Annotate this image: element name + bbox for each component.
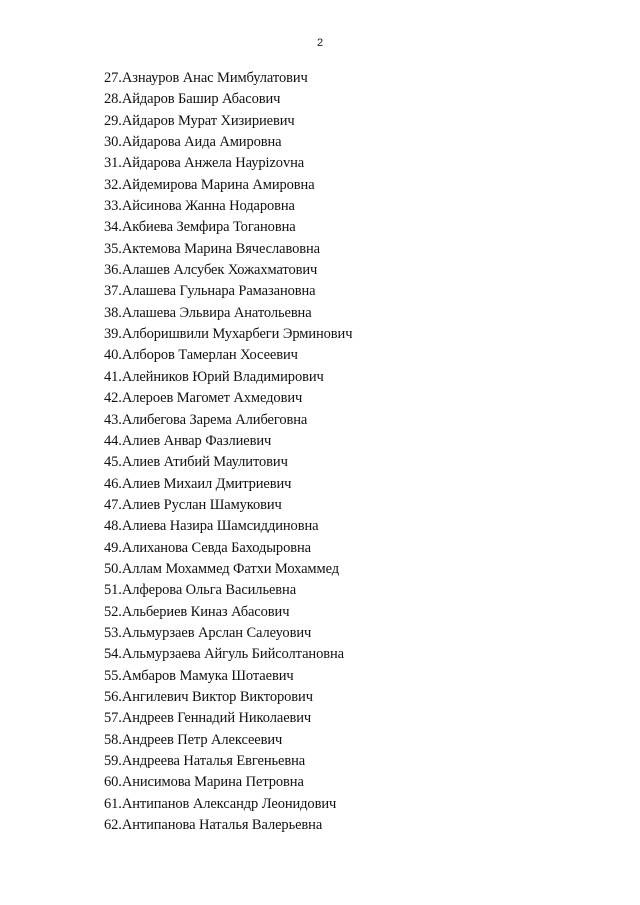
list-item: 49.Алиханова Севда Баходыровна <box>104 539 311 556</box>
list-item: 35.Актемова Марина Вячеславовна <box>104 240 321 257</box>
list-item: 56.Ангилевич Виктор Викторович <box>104 688 313 705</box>
list-item: 45.Алиев Атибий Маулитович <box>104 454 288 471</box>
list-item: 36.Алашев Алсубек Хожахматович <box>104 262 318 279</box>
name-list <box>104 68 352 836</box>
list-item: 40.Алборов Тамерлан Хосеевич <box>104 347 298 364</box>
list-item: 37.Алашева Гульнара Рамазановна <box>104 283 316 300</box>
list-item: 28.Айдаров Башир Абасович <box>104 91 281 108</box>
list-item: 42.Алероев Магомет Ахмедович <box>104 390 303 407</box>
list-item: 51.Алферова Ольга Васильевна <box>104 582 297 599</box>
list-item: 55.Амбаров Мамука Шотаевич <box>104 667 294 684</box>
list-item: 50.Аллам Мохаммед Фатхи Мохаммед <box>104 560 339 577</box>
list-item: 43.Алибегова Зарема Алибеговна <box>104 411 308 428</box>
list-item: 59.Андреева Наталья Евгеньевна <box>104 753 306 769</box>
list-item: 41.Алейников Юрий Владимирович <box>104 368 324 385</box>
list-item: 46.Алиев Михаил Дмитриевич <box>104 475 292 492</box>
list-item: 60.Анисимова Марина Петровна <box>104 774 304 791</box>
list-item: 57.Андреев Геннадий Николаевич <box>104 710 312 727</box>
list-item: 52.Альбериев Киназ Абасович <box>104 603 290 620</box>
list-item: 53.Альмурзаев Арслан Салеуович <box>104 624 312 641</box>
list-item: 32.Айдемирова Марина Амировна <box>104 176 315 193</box>
list-item: 27.Азнауров Анас Мимбулатович <box>104 70 308 86</box>
list-item: 44.Алиев Анвар Фазлиевич <box>104 432 272 449</box>
list-item: 33.Айсинова Жанна Нодаровна <box>104 198 295 215</box>
page-number: 2 <box>316 37 324 49</box>
list-item: 58.Андреев Петр Алексеевич <box>104 731 283 748</box>
list-item: 34.Акбиева Земфира Тогановна <box>104 219 296 236</box>
list-item: 48.Алиева Назира Шамсиддиновна <box>104 518 319 535</box>
list-item: 38.Алашева Эльвира Анатольевна <box>104 304 312 321</box>
list-item: 62.Антипанова Наталья Валерьевна <box>104 817 323 834</box>
list-item: 29.Айдаров Мурат Хизириевич <box>104 112 295 129</box>
list-item: 30.Айдарова Аида Амировна <box>104 134 282 151</box>
list-item: 61.Антипанов Александр Леонидович <box>104 795 337 812</box>
list-item: 54.Альмурзаева Айгуль Бийсолтановна <box>104 646 344 663</box>
list-item: 31.Айдарова Анжела Наурizovна <box>104 155 305 172</box>
list-item: 47.Алиев Руслан Шамукович <box>104 496 282 513</box>
list-item: 39.Алборишвили Мухарбеги Эрминович <box>104 326 353 343</box>
